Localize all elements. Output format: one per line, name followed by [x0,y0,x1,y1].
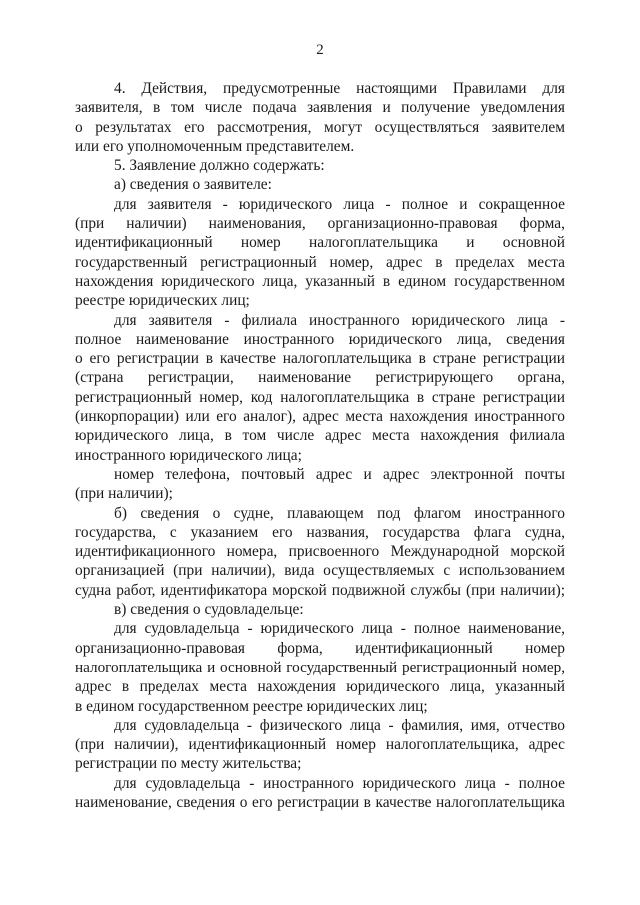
text-line: адрес в пределах места нахождения юридического лица, указанный [75,678,565,696]
text-line: реестре юридических лиц; [75,292,250,310]
text-line: регистрации по месту жительства; [75,755,302,773]
text-line: б) сведения о судне, плавающем под флагом иностранного [114,504,565,522]
text-line: идентификационного номера, присвоенного Международной морской [75,543,565,561]
text-line: налогоплательщика и основной государственный регистрационный номер, [75,658,565,676]
text-line: государственный регистрационный номер, адрес в пределах места [75,253,565,271]
text-line: регистрационный номер, код налогоплательщика в стране регистрации [75,388,565,406]
text-line: (при наличии) наименования, организационно-правовая форма, [75,215,565,233]
text-line: нахождения юридического лица, указанный в едином государственном [75,272,565,290]
text-line: идентификационный номер налогоплательщика и основной [75,234,565,252]
text-line: заявителя, в том числе подача заявления и получение уведомления [75,99,565,117]
text-line: или его уполномоченным представителем. [75,137,355,155]
text-line: (при наличии); [75,485,173,503]
text-line: 5. Заявление должно содержать: [114,157,325,175]
text-line: иностранного юридического лица; [75,446,302,464]
text-line: юридического лица, в том числе адрес места нахождения филиала [75,427,565,445]
text-line: 4. Действия, предусмотренные настоящими Правилами для [114,80,565,97]
text-line: государства, с указанием его названия, государства флага судна, [75,523,565,541]
document-body [75,79,565,812]
text-line: наименование, сведения о его регистрации в качестве налогоплательщика [75,793,565,811]
text-line: для судовладельца - иностранного юридического лица - полное [114,774,565,792]
text-line: судна работ, идентификатора морской подвижной службы (при наличии); [75,581,565,599]
text-line: (страна регистрации, наименование регистрирующего органа, [75,369,565,387]
text-line: для заявителя - филиала иностранного юридического лица - [114,311,565,329]
text-line: в) сведения о судовладельце: [114,601,304,619]
text-line: о результатах его рассмотрения, могут осуществляться заявителем [75,118,565,136]
text-line: для судовладельца - физического лица - фамилия, имя, отчество [114,716,565,734]
text-line: для судовладельца - юридического лица - полное наименование, [114,620,565,638]
text-line: а) сведения о заявителе: [114,176,272,194]
text-line: номер телефона, почтовый адрес и адрес электронной почты [114,465,565,483]
text-line: организацией (при наличии), вида осуществляемых с использованием [75,562,565,580]
page-number: 2 [316,42,324,58]
text-line: в едином государственном реестре юридических лиц; [75,697,428,715]
text-line: для заявителя - юридического лица - полное и сокращенное [114,195,565,213]
text-line: полное наименование иностранного юридического лица, сведения [75,330,565,348]
text-line: о его регистрации в качестве налогоплательщика в стране регистрации [75,350,565,368]
text-line: (при наличии), идентификационный номер налогоплательщика, адрес [75,736,565,754]
text-line: (инкорпорации) или его аналог), адрес места нахождения иностранного [75,408,565,426]
text-line: организационно-правовая форма, идентификационный номер [75,639,565,657]
